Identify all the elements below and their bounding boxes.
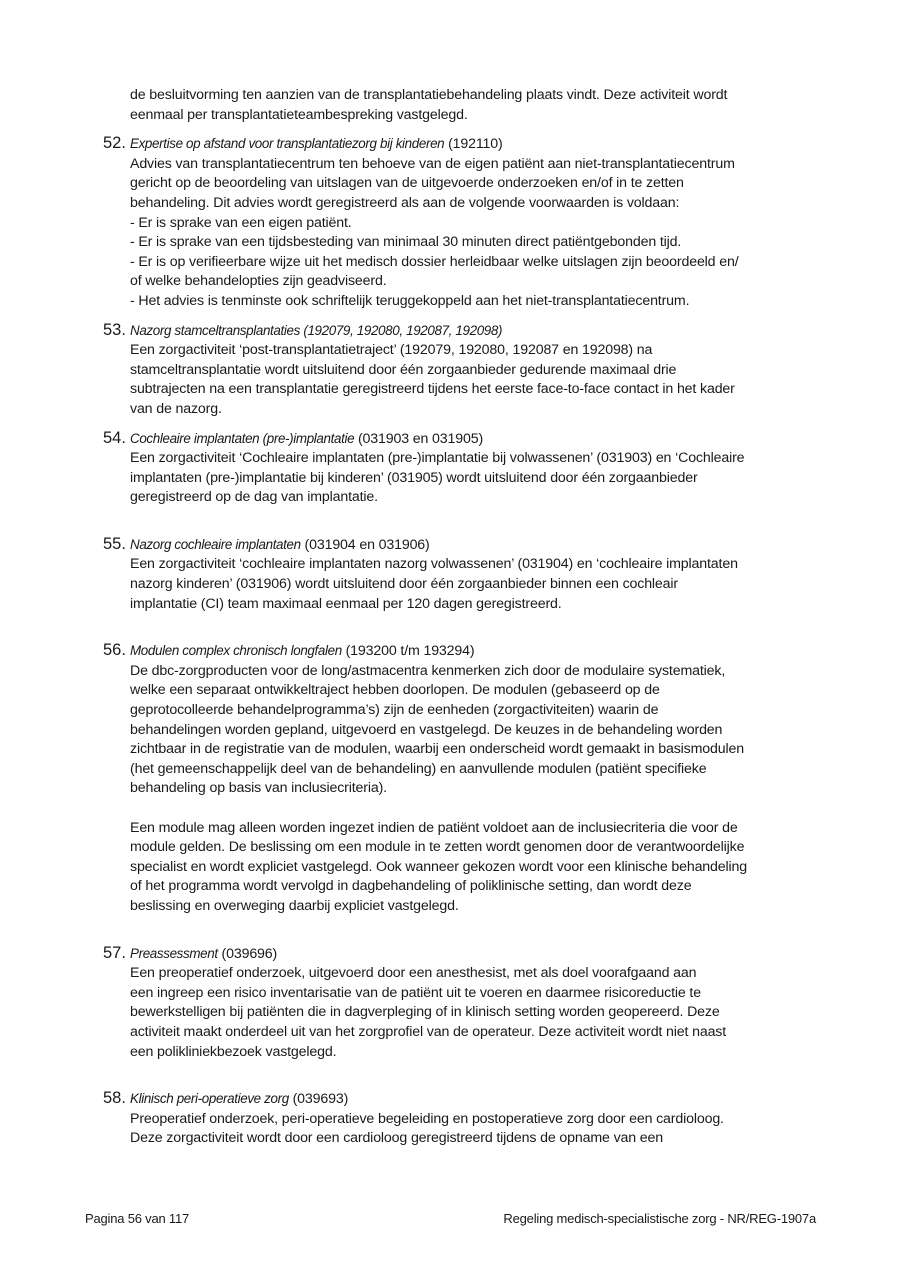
article-number: 53. [103, 320, 126, 339]
text-line: De dbc-zorgproducten voor de long/astmacentra kenmerken zich door de modulaire systematiek, [130, 662, 726, 679]
article-heading [130, 641, 830, 662]
text-line: nazorg kinderen’ (031906) wordt uitsluitend door één zorgaanbieder binnen een cochleair [130, 576, 678, 593]
article-number: 58. [103, 1089, 126, 1108]
article-codes: (192110) [444, 136, 503, 153]
article-number: 56. [103, 641, 126, 660]
text-line: van de nazorg. [130, 400, 222, 417]
article-title: Klinisch peri-operatieve zorg [130, 1091, 289, 1107]
text-line: implantaten (pre-)implantatie bij kinderen’ (031905) wordt uitsluitend door één zorgaanbieder [130, 469, 698, 486]
article-codes: (031903 en 031905) [354, 430, 484, 447]
text-line: Deze zorgactiviteit wordt door een cardioloog geregistreerd tijdens de opname van een [130, 1130, 664, 1147]
text-line: behandelingen worden gepland, uitgevoerd en vastgelegd. De keuzes in de behandeling worden [130, 721, 723, 738]
article-56 [103, 641, 830, 916]
list-line: - Het advies is tenminste ook schriftelijk teruggekoppeld aan het niet-transplantatiecentrum. [130, 292, 690, 309]
text-line: behandeling. Dit advies wordt geregistreerd als aan de volgende voorwaarden is voldaan: [130, 194, 680, 211]
text-line: implantatie (CI) team maximaal eenmaal per 120 dagen geregistreerd. [130, 595, 562, 612]
page-content [103, 86, 830, 1149]
article-number: 52. [103, 134, 126, 153]
text-line: specialist en wordt expliciet vastgelegd. Ook wanneer gekozen wordt voor een klinische behandeling [130, 858, 748, 875]
article-heading [130, 429, 830, 450]
article-number: 54. [103, 428, 126, 447]
article-title: Expertise op afstand voor transplantatiezorg bij kinderen [130, 136, 445, 152]
text-line: geregistreerd op de dag van implantatie. [130, 489, 378, 506]
article-54 [103, 428, 830, 508]
text-line: een ingreep een risico inventarisatie van de patiënt uit te voeren en daarmee risicoreductie te [130, 984, 701, 1001]
list-line: - Er is sprake van een tijdsbesteding van minimaal 30 minuten direct patiëntgebonden tijd. [130, 234, 682, 251]
page-number: Pagina 56 van 117 [85, 1211, 190, 1226]
article-title: Nazorg cochleaire implantaten [130, 536, 301, 552]
text-line: zichtbaar in de registratie van de modulen, waarbij een onderscheid wordt gemaakt in basismodulen [130, 741, 745, 758]
article-codes: (031904 en 031906) [300, 536, 430, 553]
article-codes: (039696) [217, 945, 278, 962]
text-line: Een zorgactiviteit ‘post-transplantatietraject’ (192079, 192080, 192087 en 192098) na [130, 342, 653, 359]
article-heading [130, 321, 830, 342]
text-line: (het gemeenschappelijk deel van de behandeling) en aanvullende modulen (patiënt specifieke [130, 760, 707, 777]
article-title: Modulen complex chronisch longfalen [130, 643, 342, 659]
article-58 [103, 1089, 830, 1149]
document-reference: Regeling medisch-specialistische zorg - NR/REG-1907a [503, 1211, 816, 1226]
text-line: Een zorgactiviteit ‘Cochleaire implantaten (pre-)implantatie bij volwassenen’ (031903) en ‘Cochleaire [130, 450, 745, 467]
article-title: Cochleaire implantaten (pre-)implantatie [130, 430, 355, 446]
paragraph-spacer [130, 799, 830, 819]
text-line: beslissing en overweging daarbij expliciet vastgelegd. [130, 897, 459, 914]
text-line: activiteit maakt onderdeel uit van het zorgprofiel van de operateur. Deze activiteit wordt niet naast [130, 1023, 727, 1040]
article-title: Nazorg stamceltransplantaties (192079, 192080, 192087, 192098) [130, 322, 503, 338]
article-codes: (193200 t/m 193294) [341, 643, 475, 660]
text-line: een polikliniekbezoek vastgelegd. [130, 1043, 337, 1060]
list-line: - Er is op verifieerbare wijze uit het medisch dossier herleidbaar welke uitslagen zijn beoordeeld en/ [130, 253, 739, 270]
article-53 [103, 320, 830, 420]
text-line: geprotocolleerde behandelprogramma’s) zijn de eenheden (zorgactiviteiten) waarin de [130, 702, 659, 719]
article-heading [130, 944, 830, 965]
intro-paragraph [130, 86, 830, 125]
article-heading [130, 535, 830, 556]
article-heading [130, 1089, 830, 1110]
text-line: Een preoperatief onderzoek, uitgevoerd door een anesthesist, met als doel voorafgaand aan [130, 965, 697, 982]
text-line: module gelden. De beslissing om een module in te zetten wordt genomen door de verantwoordelijke [130, 839, 745, 856]
text-line: stamceltransplantatie wordt uitsluitend door één zorgaanbieder gedurende maximaal drie [130, 361, 677, 378]
article-55 [103, 534, 830, 614]
article-number: 57. [103, 943, 126, 962]
text-line: Advies van transplantatiecentrum ten behoeve van de eigen patiënt aan niet-transplantatiecentrum [130, 155, 735, 172]
text-line: Preoperatief onderzoek, peri-operatieve begeleiding en postoperatieve zorg door een cardioloog. [130, 1110, 724, 1127]
text-line: eenmaal per transplantatieteambespreking vastgelegd. [130, 106, 468, 123]
text-line: of het programma wordt vervolgd in dagbehandeling of poliklinische setting, dan wordt deze [130, 878, 692, 895]
article-heading [130, 134, 830, 155]
article-title: Preassessment [130, 945, 218, 961]
article-52 [103, 134, 830, 311]
article-57 [103, 943, 830, 1063]
text-line: welke een separaat ontwikkeltraject hebben doorlopen. De modulen (gebaseerd op de [130, 682, 660, 699]
text-line: subtrajecten na een transplantatie geregistreerd tijdens het eerste face-to-face contact in het kader [130, 381, 735, 398]
text-line: Een zorgactiviteit ‘cochleaire implantaten nazorg volwassenen’ (031904) en ‘cochleaire implantaten [130, 556, 738, 573]
article-number: 55. [103, 534, 126, 553]
text-line: bewerkstelligen bij patiënten die in dagverpleging of in klinisch setting worden geopereerd. Deze [130, 1004, 720, 1021]
article-codes: (039693) [288, 1091, 349, 1108]
text-line: behandeling op basis van inclusiecriteria). [130, 780, 387, 797]
text-line: de besluitvorming ten aanzien van de transplantatiebehandeling plaats vindt. Deze activiteit wordt [130, 87, 728, 103]
list-line: of welke behandelopties zijn geadviseerd. [130, 273, 387, 290]
text-line: Een module mag alleen worden ingezet indien de patiënt voldoet aan de inclusiecriteria die voor de [130, 819, 738, 836]
list-line: - Er is sprake van een eigen patiënt. [130, 214, 352, 231]
text-line: gericht op de beoordeling van uitslagen van de uitgevoerde onderzoeken en/of in te zetten [130, 175, 684, 192]
